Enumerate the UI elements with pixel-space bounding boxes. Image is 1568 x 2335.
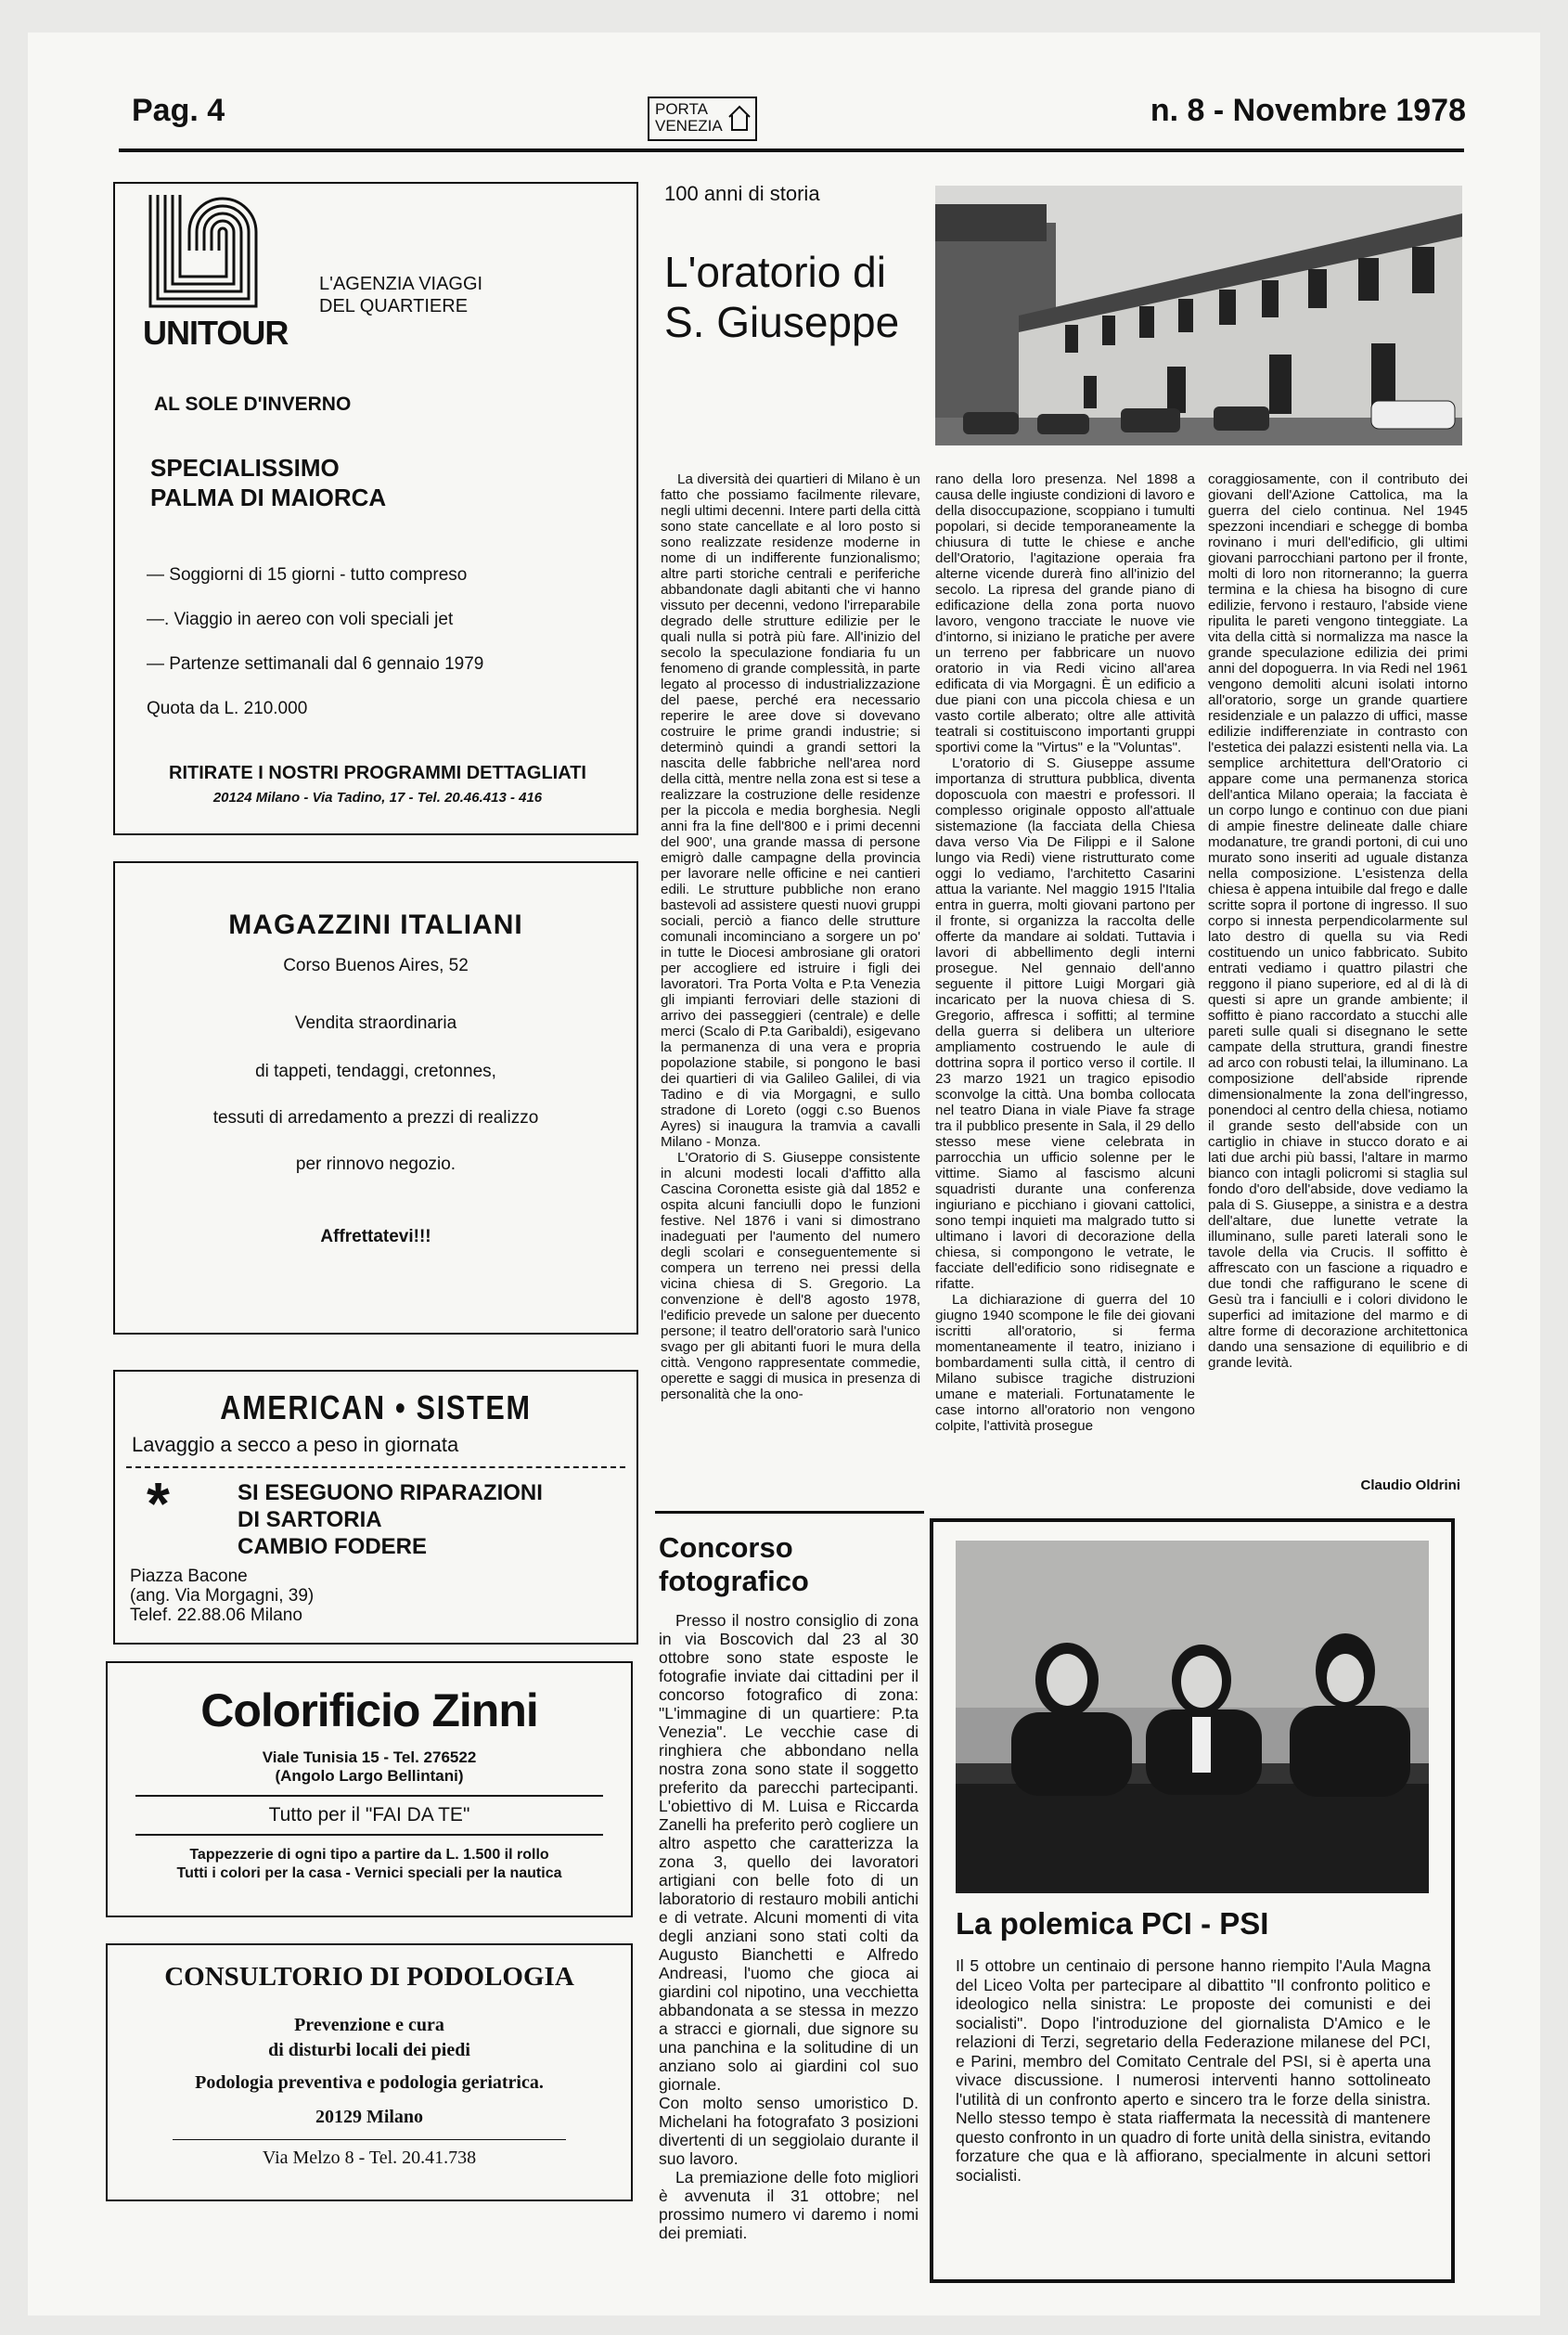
article-paragraph: L'Oratorio di S. Giuseppe consistente in alcuni modesti locali d'affitto alla Cascina Coronetta esiste già dal 1852 e ospita alcuni fanciulli dopo le funzioni festive. Nel 1876 i vani si dimostrano inadeguati per l'aumento del numero degli scolari e conseguentemente si compera un terreno nei pressi della vicina chiesa di S. Gregorio. La convenzione è dell'8 agosto 1978, l'edificio prevede un salone per duecento persone; il teatro dell'oratorio sarà l'unico svago per gli abitanti fuori le mura della città. Vengono rappresentate commedie, operette e saggi di musica in presenza di personalità che la ono- [661,1150,920,1402]
colorificio-slogan: Tutto per il "FAI DA TE" [268,1804,470,1825]
oratorio-building-photo [935,186,1462,445]
ad-american-sistem [113,1370,638,1645]
issue-date: n. 8 - Novembre 1978 [1150,93,1466,128]
american-name: AMERICAN • SISTEM [220,1388,532,1426]
ad-podologia [106,1943,633,2201]
logo-line-2: VENEZIA [655,117,723,135]
american-service: SI ESEGUONO RIPARAZIONI [238,1480,543,1505]
section-rule [655,1511,924,1514]
unitour-address: 20124 Milano - Via Tadino, 17 - Tel. 20.46.413 - 416 [212,790,543,806]
podologia-line: Prevenzione e cura [294,2015,444,2035]
article-column-2 [935,471,1195,1434]
polemica-body: Il 5 ottobre un centinaio di persone hanno riempito l'Aula Magna del Liceo Volta per partecipare al dibattito "Il confronto politico e ideologico nella sinistra: Le proposte dei comunisti e dei socialisti". Dopo l'introduzione del giornalista D'Amico e le relazioni di Terzi, segretario della Federazione milanese del PCI, e Parini, membro del Comitato Centrale del PSI, si è aperta una vivace discussione. I numerosi interventi hanno sottolineato l'utilità di un confronto aperto e sincero tra le forze della sinistra. Nello stesso tempo è stata riaffermata la necessità di mantenere questo confronto in un quadro di forte unità della sinistra, evitando forzature che qua e là affiorano, specialmente in alcuni settori socialisti. [956,1956,1431,2185]
logo-line-1: PORTA [655,100,708,118]
article-paragraph: L'oratorio di S. Giuseppe assume importanza di struttura pubblica, diventa doposcuola con maestri e professori. Il complesso originale opposto all'attuale sistemazione (la facciata della Chiesa dava verso Via De Filippi e il Salone lungo via Redi) viene ristrutturato come oggi lo vediamo, l'architetto Casarini attua la variante. Nel maggio 1915 l'Italia entra in guerra, molti giovani partono per il fronte, si organizza la raccolta delle offerte da mandare ai soldati. Tuttavia i lavori di abbellimento degli interni prosegue. Nel gennaio dell'anno seguente il pittore Luigi Morgari già incaricato per la nuova chiesa di S. Gregorio, affresca i soffitti; al termine della guerra si delibera un ulteriore ampliamento costruendo le aule di dottrina sopra il portico verso il cortile. Il 23 marzo 1921 un tragico episodio sconvolge la città. Una bomba collocata nel teatro Diana in viale Piave fa strage tra il pubblico presente in Sala, il 29 dello stesso mese viene celebrata in parrocchia un ufficio solenne per le vittime. Siamo al fascismo alcuni squadristi durante una conferenza ingiuriano e picchiano i giovani cattolici, sono tempi inquieti ma malgrado tutto si ultimano i lavori di decorazione della chiesa, si compongono le vetrate, le facciate dell'edificio sono ridisegnate e rifatte. [935,755,1195,1292]
unitour-tagline-1: L'AGENZIA VIAGGI [319,274,483,294]
podologia-line: di disturbi locali dei piedi [268,2040,470,2060]
american-address-1: Piazza Bacone [130,1567,248,1586]
unitour-wordmark: UNITOUR [143,314,289,352]
magazzini-line: di tappeti, tendaggi, cretonnes, [255,1062,496,1081]
colorificio-line: Tappezzerie di ogni tipo a partire da L. 1.500 il rollo [189,1847,549,1863]
article-paragraph: rano della loro presenza. Nel 1898 a causa delle ingiuste condizioni di lavoro e della disoccupazione, scoppiano i tumulti popolari, si decide temporaneamente la chiusura di tutte le chiese e anche dell'Oratorio, l'agitazione operaia fra alterne vicende durerà fino all'inizio del secolo. La ripresa del grande piano di edificazione della zona porta nuovo lavoro, vengono tracciate le nuove vie d'intorno, si iniziano le pratiche per avere un terreno per fabbricare un nuovo oratorio in via Redi vicino all'area edificata di via Morgagni. È un edificio a due piani con una piccola chiesa e un vasto cortile alberato; oltre alle attività teatrali si costituiscono importanti gruppi sportivi come la "Virtus" e la "Voluntas". [935,471,1195,755]
concorso-paragraph: Presso il nostro consiglio di zona in via Boscovich dal 23 al 30 ottobre sono state esposte le fotografie inviate dai cittadini per il concorso fotografico di zona: "L'immagine di un quartiere: P.ta Venezia". Le vecchie case di ringhiera che abbondano nella nostra zona sono state il soggetto preferito da parecchi partecipanti. L'obiettivo di M. Luisa e Riccarda Zanelli ha preferito però cogliere un altro aspetto che caratterizza la zona 3, quello dei lavoratori artigiani con belle foto di un laboratorio di restauro mobili antichi e di vetrate. Alcuni momenti di vita degli anziani sono stati colti da Augusto Bianchetti e Alfredo Andreasi, l'uomo che gioca ai giardini col nipotino, una vecchietta abbandonata a se stessa in mezzo a stracci e giornali, due signore su una panchina e la solitudine di un anziano solo ai giardini col suo giornale. [659,1611,919,2094]
podologia-address: Via Melzo 8 - Tel. 20.41.738 [262,2148,477,2168]
magazzini-line: tessuti di arredamento a prezzi di realizzo [212,1108,539,1128]
house-icon [727,104,752,132]
american-address-2: (ang. Via Morgagni, 39) [130,1586,315,1606]
unitour-item: — Soggiorni di 15 giorni - tutto compreso [147,565,468,585]
american-service: CAMBIO FODERE [238,1534,427,1559]
article-kicker: 100 anni di storia [664,182,820,205]
article-column-1 [661,471,920,1402]
colorificio-address-1: Viale Tunisia 15 - Tel. 276522 [262,1748,477,1766]
article-column-3 [1208,471,1468,1371]
ad-unitour [113,182,638,835]
concorso-body [659,1611,919,2242]
article-paragraph: La dichiarazione di guerra del 10 giugno 1940 scompone le file dei giovani iscritti all'oratorio, si ferma momentaneamente il teatro, iniziano i bombardamenti sulla città, il centro di Milano subisce tragiche distruzioni umane e materiali. Fortunatamente le case intorno all'oratorio non vengono colpite, l'attività prosegue [935,1292,1195,1434]
podologia-city: 20129 Milano [315,2107,424,2127]
article-paragraph: La diversità dei quartieri di Milano è un fatto che possiamo facilmente rilevare, negli ultimi decenni. Intere parti della città sono state cancellate e al loro posto si sono realizzate residenze moderne in nome di un indifferente funzionalismo; altre parti storiche centrali e periferiche abbandonate dagli abitanti che vi hanno vissuto per decenni, vedono l'irreparabile degrado delle strutture edilizie per le quali nulla si potrà più fare. All'inizio del secolo la speculazione fondiaria fu un fenomeno di grande complessità, in parte legato al processo di industrializzazione del paese, perché era necessario reperire le aree dove si dovevano costruire le prime grandi industrie; si determinò quindi a grandi settori la nascita delle fabbriche nell'area nord della città, mentre nella zona est si tese a realizzare la costruzione delle residenze per la piccola e media borghesia. Negli anni fra la fine dell'800 e i primi decenni del 900', una grande massa di persone emigrò dalle campagne della provincia per lavorare nelle officine e nei cantieri edili. Le strutture pubbliche non erano bastevoli ad assistere questi nuovi gruppi sociali, perciò a fianco delle strutture comunali incominciano a sorgere un po' in tutte le Diocesi ambrosiane gli oratori per accogliere ed istruire i figli dei lavoratori. Tra Porta Volta e P.ta Venezia gli impianti ferroviari delle stazioni di arrivo dei passeggieri (centrale) e delle merci (Scalo di P.ta Garibaldi), esigevano la permanenza di una vera e propria popolazione stabile, si pongono le basi dei quartieri di via Galileo Galilei, di via Tadino e di via Morgagni, e sullo stradone di Loreto (oggi c.so Buenos Ayres) si inaugura la tramvia a cavalli Milano - Monza. [661,471,920,1150]
concorso-paragraph: La premiazione delle foto migliori è avvenuta il 31 ottobre; nel prossimo numero vi daremo i nomi dei premiati. [659,2168,919,2242]
magazzini-address: Corso Buenos Aires, 52 [283,956,469,975]
colorificio-name: Colorificio Zinni [200,1684,538,1736]
debate-panel-photo [956,1541,1429,1893]
asterisk-icon: * [147,1470,170,1537]
article-byline: Claudio Oldrini [1360,1477,1460,1493]
porta-venezia-logo [648,97,757,141]
page-number: Pag. 4 [132,93,225,128]
ad-colorificio-zinni [106,1661,633,1917]
unitour-cta: RITIRATE I NOSTRI PROGRAMMI DETTAGLIATI [169,763,586,783]
american-phone: Telef. 22.88.06 Milano [130,1606,302,1625]
american-service: DI SARTORIA [238,1507,382,1532]
unitour-item: — Partenze settimanali dal 6 gennaio 1979 [147,654,484,674]
ad-magazzini-italiani [113,861,638,1335]
article-title: L'oratorio di S. Giuseppe [664,248,900,346]
magazzini-line: per rinnovo negozio. [295,1155,456,1174]
magazzini-cta: Affrettatevi!!! [320,1227,431,1246]
podologia-line: Podologia preventiva e podologia geriatrica. [195,2072,544,2093]
magazzini-line: Vendita straordinaria [294,1013,457,1033]
unitour-item: —. Viaggio in aereo con voli speciali jet [147,610,454,629]
unitour-offer-1: SPECIALISSIMO [150,454,340,482]
polemica-title: La polemica PCI - PSI [956,1906,1269,1941]
unitour-price: Quota da L. 210.000 [147,699,308,718]
concorso-paragraph: Con molto senso umoristico D. Michelani ha fotografato 3 posizioni divertenti di un seggiolaio durante il suo lavoro. [659,2094,919,2168]
unitour-season: AL SOLE D'INVERNO [154,393,352,415]
article-paragraph: coraggiosamente, con il contributo dei giovani dell'Azione Cattolica, ma la guerra del cielo continua. Nel 1945 spezzoni incendiari e schegge di bomba rovinano i muri dell'edificio, gli ultimi giovani parrocchiani partono per il fronte, molti di loro non ritorneranno; la guerra termina e la chiesa ha bisogno di cure edilizie, fervono i restauro, l'abside viene ripulita le pareti vengono tinteggiate. La vita della città si normalizza ma nasce la grande speculazione edilizia dei primi anni del dopoguerra. In via Redi nel 1961 vengono demoliti alcuni isolati intorno all'oratorio, sorge un grande quartiere residenziale e un palazzo di uffici, masse edilizie indifferenziate in contrasto con l'estetica dei palazzi esistenti nella via. La semplice architettura dell'Oratorio ci appare come una permanenza storica dell'antica Milano operaia; la facciata è un corpo lungo e continuo con due piani di ampie finestre delineate dalle chiare modanature, tre grandi portoni, di cui uno murato sono inseriti ad uguale distanza nella composizione. L'esistenza della chiesa è appena intuibile dal frego e dalle scritte sopra il portone di ingresso. Il suo corpo si innesta perpendicolarmente sul lato destro di quella su via Redi costituendo un unico fabbricato. Subito entrati vediamo i quattro pilastri che reggono il piano superiore, ed al di là di questi si apre un grande ambiente; il soffitto è piano raccordato a stucchi alle pareti sulle quali si disegnano le sette campate della struttura, grandi finestre ad arco con robusti telai, la illuminano. La composizione dell'abside riprende dimensionalmente la zona dell'ingresso, ponendoci al centro della chiesa, notiamo il grande sesto dell'abside con un cartiglio in chiave in stucco dorato e ai lati due archi più bassi, l'altare in marmo bianco con intagli policromi si staglia sul fondo d'oro dell'abside, dove vediamo la pala di S. Giuseppe, a sinistra e a destra dell'altare, due lunette vetrate la illuminano, sulle pareti laterali sono le tavole della via Crucis. Il soffitto è affrescato con un fascione a riquadro e due tondi che raffigurano le scene di Gesù tra i fanciulli e i colori dividono le superfici ad imitazione del marmo e di altre forme di decorazione architettonica dando una sensazione di equilibrio e di grande levità. [1208,471,1468,1371]
concorso-title: Concorso fotografico [659,1531,809,1597]
colorificio-line: Tutti i colori per la casa - Vernici speciali per la nautica [176,1865,562,1881]
masthead-rule [119,148,1464,152]
colorificio-address-2: (Angolo Largo Bellintani) [275,1767,464,1785]
podologia-name: CONSULTORIO DI PODOLOGIA [164,1962,574,1992]
magazzini-name: MAGAZZINI ITALIANI [228,909,523,940]
american-subtitle: Lavaggio a secco a peso in giornata [132,1433,459,1456]
unitour-offer-2: PALMA DI MAIORCA [150,484,387,511]
unitour-tagline-2: DEL QUARTIERE [319,296,469,316]
